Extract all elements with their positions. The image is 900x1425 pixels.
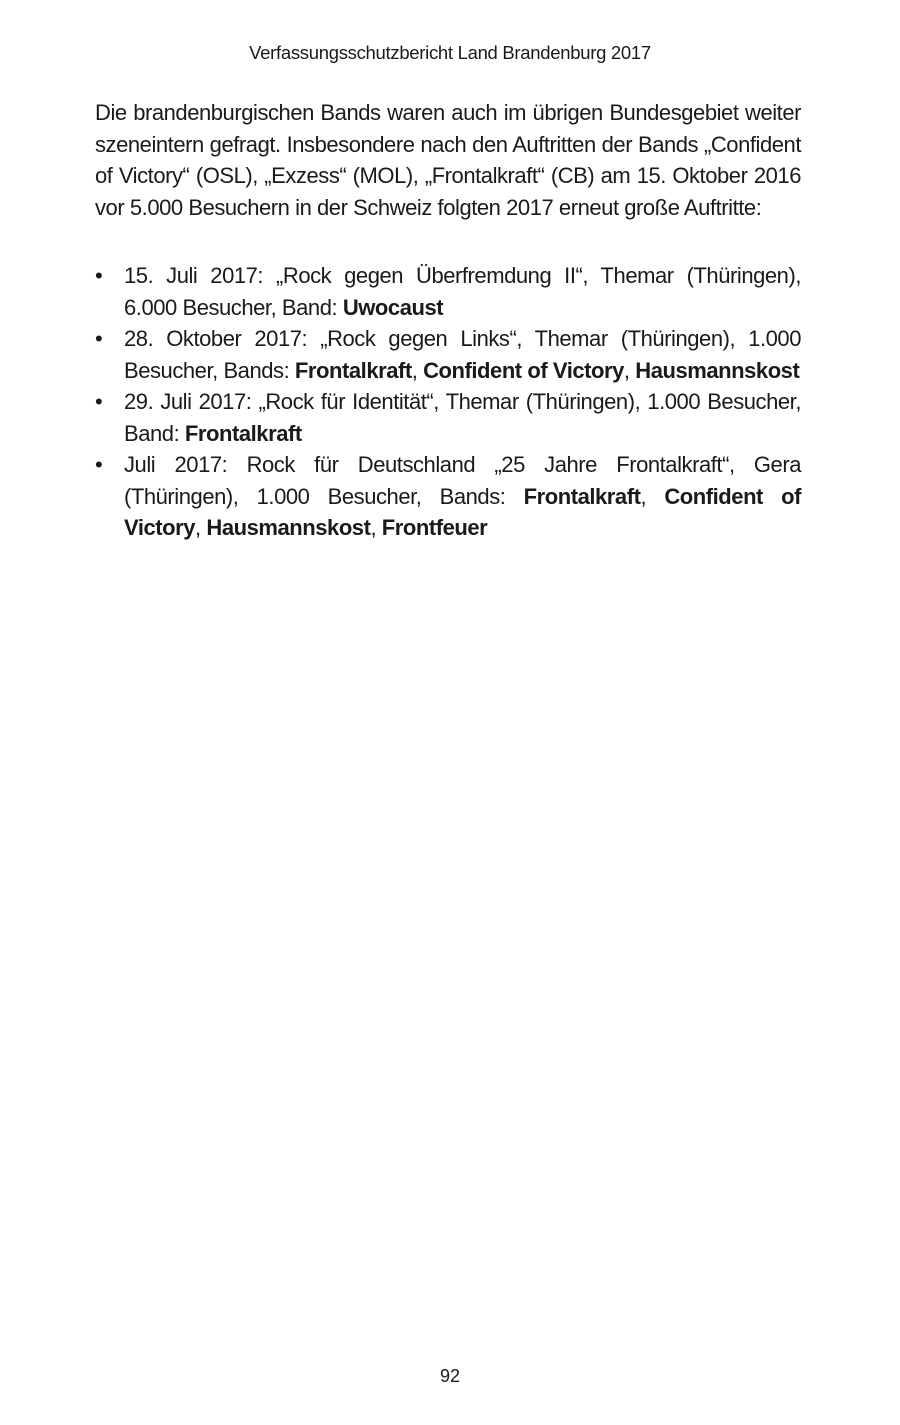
event-text: Juli 2017: Rock für Deutschland „25 Jahre Frontalkraft“, Gera (Thüringen), 1.000 Besucher, Bands: [124, 452, 801, 509]
bullet-icon: • [95, 389, 103, 414]
band-name: Confident of Victory [423, 357, 624, 383]
main-content [95, 97, 801, 544]
event-item-2: • 28. Oktober 2017: „Rock gegen Links“, Themar (Thüringen), 1.000 Besucher, Bands: Frontalkraft, Confident of Victory, Hausmannskost [95, 323, 801, 386]
event-item-4: • Juli 2017: Rock für Deutschland „25 Jahre Frontalkraft“, Gera (Thüringen), 1.000 Besucher, Bands: Frontalkraft, Confident of Victory, Hausmannskost, Frontfeuer [95, 449, 801, 544]
band-name: Frontalkraft [184, 420, 302, 446]
band-name: Frontalkraft [523, 483, 641, 509]
band-name: Uwocaust [342, 294, 444, 320]
band-name: Hausmannskost [635, 357, 800, 383]
running-header: Verfassungsschutzbericht Land Brandenburg 2017 [249, 42, 651, 63]
band-name: Confident of Victory [124, 483, 802, 540]
event-list [95, 260, 801, 544]
bullet-icon: • [95, 263, 103, 288]
event-item-3 [95, 386, 801, 449]
event-text: 15. Juli 2017: „Rock gegen Überfremdung II“, Themar (Thüringen), 6.000 Besucher, Band: [124, 263, 801, 320]
band-name: Frontfeuer [381, 515, 488, 540]
event-item-1 [95, 260, 801, 323]
bullet-icon: • [95, 326, 103, 351]
band-name: Frontalkraft [294, 357, 412, 383]
page-number: 92 [439, 1366, 461, 1386]
band-name: Hausmannskost [206, 515, 371, 540]
event-text: 28. Oktober 2017: „Rock gegen Links“, Themar (Thüringen), 1.000 Besucher, Bands: [124, 326, 801, 383]
intro-paragraph: Die brandenburgischen Bands waren auch im übrigen Bundesgebiet weiter szeneintern gefragt. Insbesondere nach den Auftritten der Bands „Confident of Victory“ (OSL), „Exzess“ (MOL), „Frontalkraft“ (CB) am 15. Oktober 2016 vor 5.000 Besuchern in der Schweiz folgten 2017 erneut große Auftritte: [95, 100, 801, 220]
event-text: 29. Juli 2017: „Rock für Identität“, Themar (Thüringen), 1.000 Besucher, Band: [124, 389, 801, 446]
bullet-icon: • [95, 452, 103, 477]
